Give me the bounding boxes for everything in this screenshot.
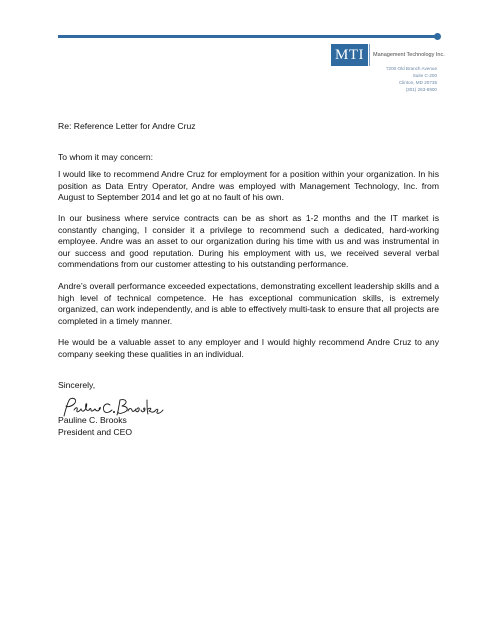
address-line: Suite C-200: [412, 73, 437, 78]
address-line: 7200 Old Branch Avenue: [386, 66, 437, 71]
body-paragraph: Andre’s overall performance exceeded expectations, demonstrating excellent leadership skills and a high level of technical competence. He has exceptional communication skills, is extremely organized, can work independently, and is able to effectively multi-task to ensure that all projects are completed in a timely manner.: [58, 281, 439, 326]
signer-name: Pauline C. Brooks: [58, 415, 127, 425]
logo-divider: [369, 44, 370, 66]
closing: Sincerely,: [58, 380, 96, 390]
letterhead-rule-end: [434, 33, 441, 40]
company-logo: MTI: [331, 44, 368, 66]
body-paragraph: He would be a valuable asset to any employer and I would highly recommend Andre Cruz to any company seeking these qualities in an individual.: [58, 337, 439, 359]
company-address: [386, 65, 437, 93]
body-paragraph: I would like to recommend Andre Cruz for employment for a position within your organization. In his position as Data Entry Operator, Andre was employed with Management Technology, Inc. from August to September 2014 and let go at no fault of his own.: [58, 169, 439, 202]
subject-line: Re: Reference Letter for Andre Cruz: [58, 121, 196, 131]
salutation: To whom it may concern:: [58, 152, 154, 162]
body-paragraph: In our business where service contracts can be as short as 1-2 months and the IT market is constantly changing, I consider it a privilege to recommend such a dedicated, hard-working employee. Andre was an asset to our organization during his time with us and was instrumental in our success and good reputation. During his employment with us, we received several verbal commendations from our customer attesting to his outstanding performance.: [58, 213, 439, 269]
address-phone: (301) 263-8900: [405, 87, 437, 92]
company-name: Management Technology Inc.: [373, 52, 445, 58]
signer-title: President and CEO: [58, 427, 133, 437]
address-line: Clinton, MD 20735: [398, 80, 437, 85]
letterhead-rule: [58, 35, 437, 38]
